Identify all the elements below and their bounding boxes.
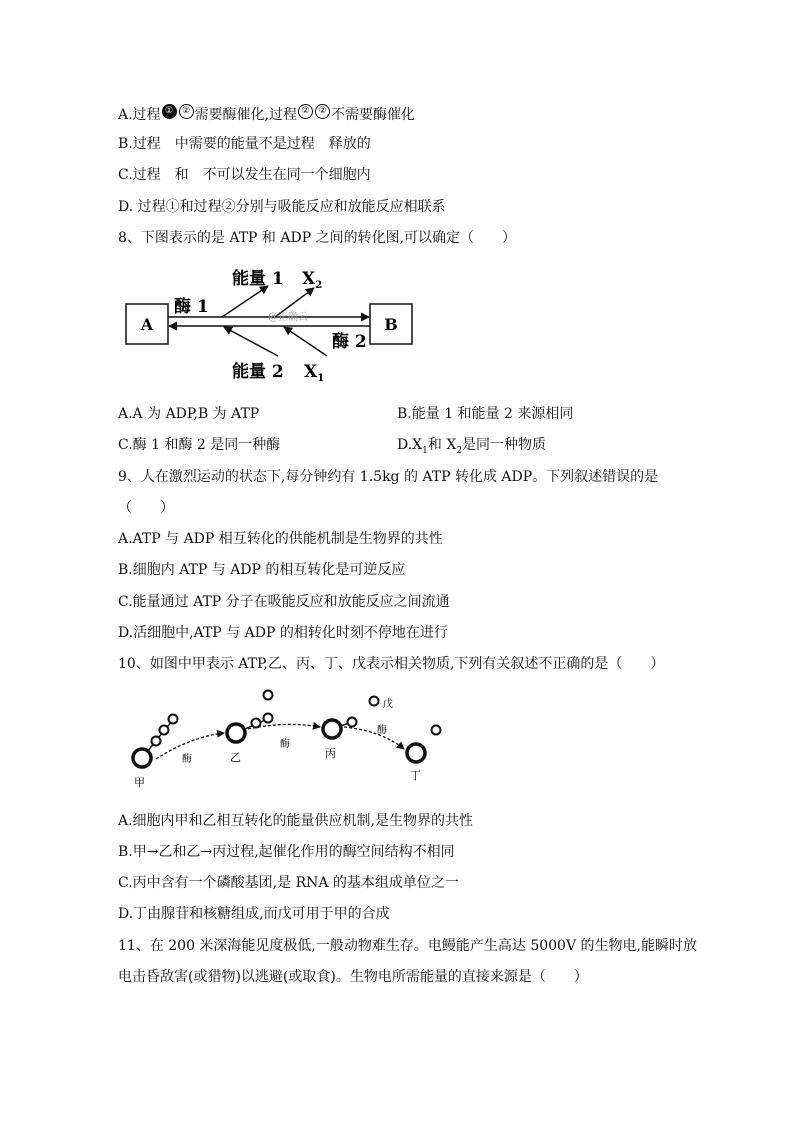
molecule-yi bbox=[227, 714, 273, 743]
atp-adp-conversion-diagram bbox=[120, 262, 420, 384]
released-phosphate-2 bbox=[432, 726, 441, 735]
molecule-ding bbox=[407, 744, 425, 762]
q10-option-c: C.丙中含有一个磷酸基团,是 RNA 的基本组成单位之一 bbox=[118, 875, 459, 891]
q8-option-d: $D.X_1$和 $X_2$是同一种物质 bbox=[397, 437, 547, 456]
q8-option-a: A.A 为 ADP,B 为 ATP bbox=[118, 406, 260, 422]
q8-option-b: B.能量 1 和能量 2 来源相同 bbox=[397, 406, 574, 422]
q11-stem-line-2: 电击昏敌害(或猎物)以逃避(或取食)。生物电所需能量的直接来源是（ ） bbox=[118, 969, 588, 985]
q9-option-a: A.ATP 与 ADP 相互转化的供能机制是生物界的共性 bbox=[118, 531, 443, 547]
q7-option-c: C.过程 和 不可以发生在同一个细胞内 bbox=[118, 167, 371, 183]
q7-option-d: D. 过程①和过程②分别与吸能反应和放能反应相联系 bbox=[118, 199, 446, 215]
q10-option-a: A.细胞内甲和乙相互转化的能量供应机制,是生物界的共性 bbox=[118, 813, 474, 829]
energy1-label: 能量 1 bbox=[232, 269, 284, 289]
label-ding: 丁 bbox=[410, 769, 421, 782]
label-yi: 乙 bbox=[230, 751, 241, 764]
label-bing: 丙 bbox=[325, 747, 336, 760]
released-phosphate-1 bbox=[264, 691, 273, 700]
x1-label: $X_1$ bbox=[304, 362, 325, 384]
q9-option-b: B.细胞内 ATP 与 ADP 的相互转化是可逆反应 bbox=[118, 562, 406, 578]
q7-option-b: B.过程 中需要的能量不是过程 释放的 bbox=[118, 136, 371, 152]
circled-number-2-icon: ② bbox=[179, 104, 194, 119]
molecule-wu bbox=[370, 697, 379, 706]
label-wu: 戊 bbox=[383, 699, 393, 710]
atp-hydrolysis-diagram bbox=[120, 685, 450, 795]
q11-stem-line-1: 11、在 200 米深海能见度极低,一般动物难生存。电鳗能产生高达 5000V 的生物电,能瞬时放 bbox=[118, 938, 697, 954]
q8-stem: 8、下图表示的是 ATP 和 ADP 之间的转化图,可以确定（ ） bbox=[118, 230, 517, 246]
watermark: @正确云 bbox=[268, 312, 308, 323]
molecule-jia bbox=[133, 715, 178, 768]
q9-option-d: D.活细胞中,ATP 与 ADP 的相转化时刻不停地在进行 bbox=[118, 625, 448, 641]
label-jia: 甲 bbox=[134, 776, 145, 789]
label-mei-3: 酶 bbox=[377, 725, 387, 736]
circled-number-1-icon: ① bbox=[162, 104, 177, 119]
arrow-bing-to-ding bbox=[344, 727, 404, 749]
q10-option-d: D.丁由腺苷和核糖组成,而戊可用于甲的合成 bbox=[118, 906, 390, 922]
q9-stem: 9、人在激烈运动的状态下,每分钟约有 1.5kg 的 ATP 转化成 ADP。下列叙述错误的是 bbox=[118, 469, 659, 485]
q9-answer-paren: （ ） bbox=[118, 500, 174, 516]
arrow-x1 bbox=[284, 327, 327, 356]
q7-option-a: A.过程 ① ② 需要酶催化,过程 ② ② 不需要酶催化 bbox=[118, 106, 416, 123]
q9-option-c: C.能量通过 ATP 分子在吸能反应和放能反应之间流通 bbox=[118, 594, 450, 610]
energy2-label: 能量 2 bbox=[232, 362, 284, 382]
enzyme2-label: 酶 2 bbox=[332, 332, 367, 352]
label-mei-2: 酶 bbox=[280, 739, 290, 750]
label-mei-1: 酶 bbox=[182, 754, 192, 765]
circled-number-2-icon: ② bbox=[315, 104, 330, 119]
q10-option-b: B.甲→乙和乙→丙过程,起催化作用的酶空间结构不相同 bbox=[118, 844, 455, 860]
arrow-energy1 bbox=[222, 286, 268, 317]
q8-option-c: C.酶 1 和酶 2 是同一种酶 bbox=[118, 437, 281, 453]
x2-label: $X_2$ bbox=[302, 269, 323, 291]
enzyme1-label: 酶 1 bbox=[174, 297, 209, 317]
box-a-label: A bbox=[140, 315, 154, 334]
q10-stem: 10、如图中甲表示 ATP,乙、丙、丁、戊表示相关物质,下列有关叙述不正确的是（ ） bbox=[118, 656, 665, 672]
box-b-label: B bbox=[384, 315, 398, 334]
arrow-energy2 bbox=[224, 327, 278, 356]
circled-number-2-icon: ② bbox=[298, 104, 313, 119]
